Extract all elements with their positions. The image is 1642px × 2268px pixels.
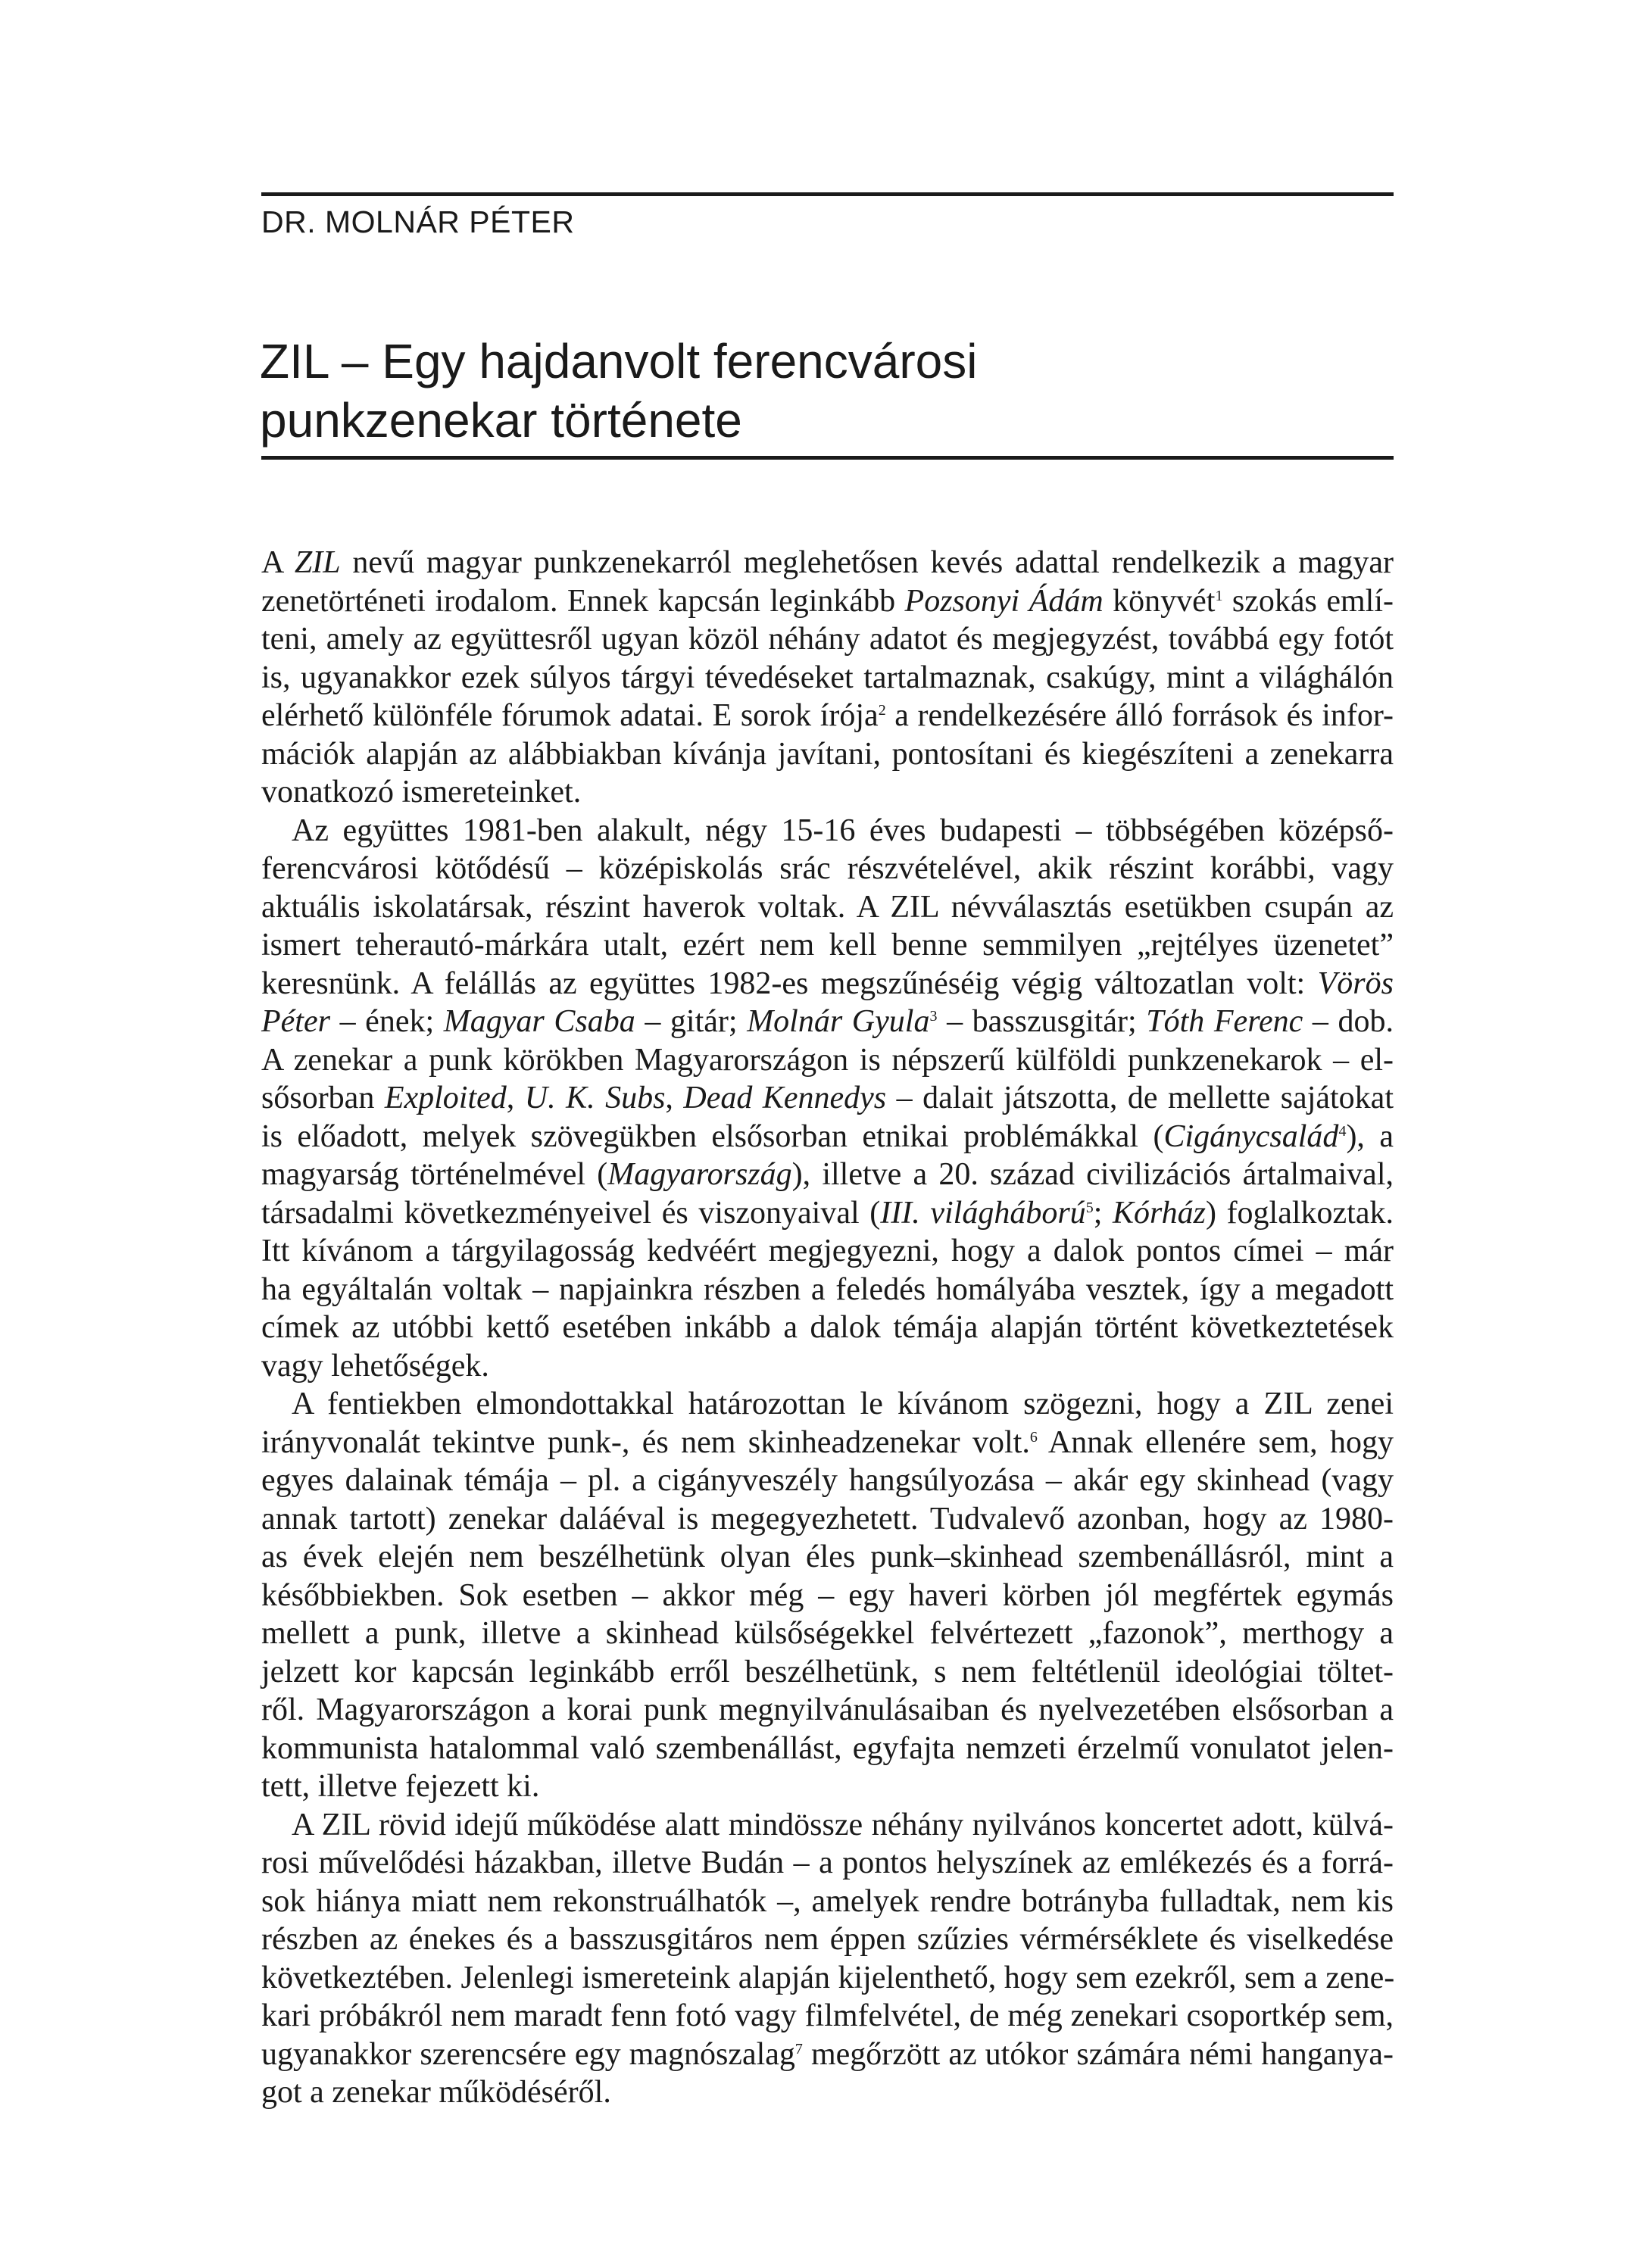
paragraph-1: A ZIL nevű magyar punkzenekarról meglehetősen kevés adattal rendelkezik a magyar zenetörténeti irodalom. Ennek kapcsán leginkább Pozsonyi Ádám könyvét$^1$ szokás emlí- teni, amely az együttesről ugyan közöl néhány adatot és megjegyzést, továbbá egy fotót is, ugyanakkor ezek súlyos tárgyi tévedéseket tartalmaznak, csakúgy, mint a világhálón elérhető különféle fórumok adatai. E sorok írója$^2$ a rendelkezésére álló források és infor- mációk alapján az alábbiakban kívánja javítani, pontosítani és kiegészíteni a zenekarra vonatkozó ismereteinket. xyxy=(261,545,1394,810)
author-name: DR. MOLNÁR PÉTER xyxy=(261,204,575,239)
title-rule xyxy=(261,456,1394,460)
article-title xyxy=(260,332,1381,450)
title-line-1: ZIL – Egy hajdanvolt ferencvárosi xyxy=(260,334,978,388)
article-body xyxy=(261,544,1394,2112)
paragraph-2: Az együttes 1981-ben alakult, négy 15-16 éves budapesti – többségében középső- ferencvárosi kötődésű – középiskolás srác részvételével, akik részint korábbi, vagy aktuális iskolatársak, részint haverok voltak. A ZIL névválasztás esetükben csupán az ismert teherautó-márkára utalt, ezért nem kell benne semmilyen „rejtélyes üzenetet” keresnünk. A felállás az együttes 1982-es megszűnéséig végig változatlan volt: Vörös Péter – ének; Magyar Csaba – gitár; Molnár Gyula$^3$ – basszusgitár; Tóth Ferenc – dob. A zenekar a punk körökben Magyarországon is népszerű külföldi punkzenekarok – el- sősorban Exploited, U. K. Subs, Dead Kennedys – dalait játszotta, de mellette sajátokat is előadott, melyek szövegükben elsősorban etnikai problémákkal (Cigánycsalád$^4$), a magyarság történelmével (Magyarország), illetve a 20. század civilizációs ártalmaival, társadalmi következményeivel és viszonyaival (III. világháború$^5$; Kórház) foglalkoztak. Itt kívánom a tárgyilagosság kedvéért megjegyezni, hogy a dalok pontos címei – már ha egyáltalán voltak – napjainkra részben a feledés homályába vesztek, így a megadott címek az utóbbi kettő esetében inkább a dalok témája alapján történt következtetések vagy lehetőségek. xyxy=(261,813,1394,1384)
paragraph-4: A ZIL rövid idejű működése alatt mindössze néhány nyilvános koncertet adott, külvá- rosi művelődési házakban, illetve Budán – a pontos helyszínek az emlékezés és a forrá- sok hiánya miatt nem rekonstruálhatók –, amelyek rendre botrányba fulladtak, nem kis részben az énekes és a basszusgitáros nem éppen szűzies vérmérséklete és viselkedése következtében. Jelenlegi ismereteink alapján kijelenthető, hogy sem ezekről, sem a zene- kari próbákról nem maradt fenn fotó vagy filmfelvétel, de még zenekari csoportkép sem, ugyanakkor szerencsére egy magnószalag$^7$ megőrzött az utókor számára némi hanganya- got a zenekar működéséről. xyxy=(261,1807,1395,2110)
title-line-2: punkzenekar története xyxy=(260,393,742,448)
paragraph-3: A fentiekben elmondottakkal határozottan le kívánom szögezni, hogy a ZIL zenei irányvonalát tekintve punk-, és nem skinheadzenekar volt.$^6$ Annak ellenére sem, hogy egyes dalainak témája – pl. a cigányveszély hangsúlyozása – akár egy skinhead (vagy annak tartott) zenekar daláéval is megegyezhetett. Tudvalevő azonban, hogy az 1980- as évek elején nem beszélhetünk olyan éles punk–skinhead szembenállásról, mint a későbbiekben. Sok esetben – akkor még – egy haveri körben jól megfértek egymás mellett a punk, illetve a skinhead külsőségekkel felvértezett „fazonok”, merthogy a jelzett kor kapcsán leginkább erről beszélhetünk, s nem feltétlenül ideológiai töltet- ről. Magyarországon a korai punk megnyilvánulásaiban és nyelvezetében elsősorban a kommunista hatalommal való szembenállást, egyfajta nemzeti érzelmű vonulatot jelen- tett, illetve fejezett ki. xyxy=(261,1387,1394,1804)
header-rule xyxy=(261,192,1394,196)
